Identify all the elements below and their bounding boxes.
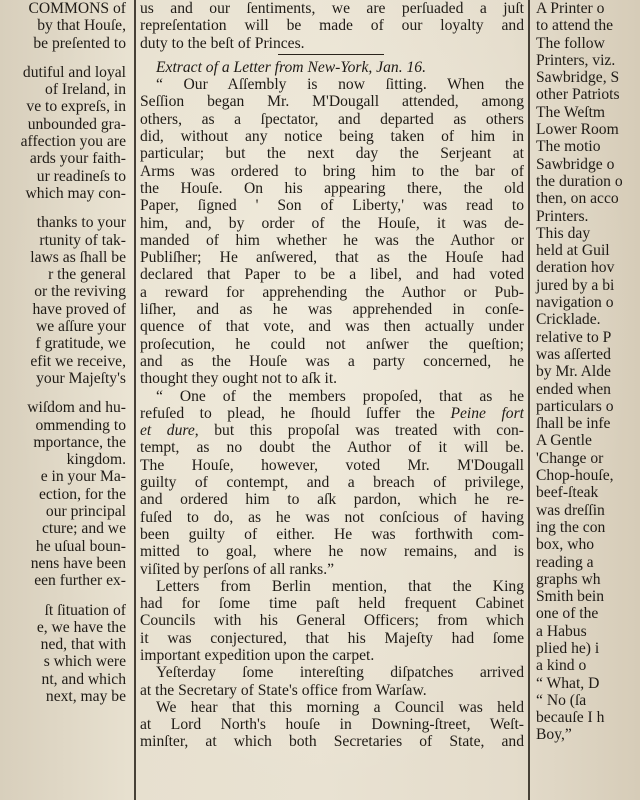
column-rule-right — [528, 0, 530, 800]
left-line: thanks to your — [36, 214, 126, 232]
right-column — [534, 0, 640, 800]
left-line: of Ireland, in — [45, 81, 126, 99]
center-line: minſter, at which both Secretaries of State, and — [140, 733, 524, 751]
center-line: him, and, by order of the Houſe, it was de- — [140, 214, 524, 232]
left-line: ve to expreſs, in — [26, 98, 126, 116]
left-line: wiſdom and hu- — [27, 399, 126, 417]
center-line: guilty of contempt, and a breach of privilege, — [140, 474, 524, 492]
right-line: ſhall be infe — [536, 415, 611, 433]
left-line: affection you are — [20, 133, 126, 151]
right-line: box, who — [536, 536, 595, 554]
right-line: becauſe I h — [536, 709, 605, 727]
center-line: fuſed to do, as he was not conſcious of having — [140, 508, 524, 526]
center-line: and ordered him to aſk pardon, which he re- — [140, 491, 524, 509]
center-line: proſecution, he could not anſwer the queſtion; — [140, 335, 524, 353]
right-line: a kind o — [536, 657, 587, 675]
center-line: liſher, and as he was apprehended in conſe- — [140, 301, 524, 319]
left-line: ur readineſs to — [36, 167, 126, 185]
left-line: efit we receive, — [30, 352, 126, 370]
right-line: Printers, viz. — [536, 51, 616, 69]
left-line — [0, 387, 130, 399]
right-line: “ No (ſa — [536, 691, 587, 709]
center-line: The Houſe, however, voted Mr. M'Dougall — [140, 456, 524, 474]
italic-phrase: et dure — [140, 422, 195, 440]
right-line: held at Guil — [536, 242, 610, 260]
center-line: mitted to goal, where he now remains, and is — [140, 543, 524, 561]
right-line: The motio — [536, 138, 601, 156]
right-line: The Weſtm — [536, 103, 606, 121]
center-line: Arms was ordered to bring him to the bar of — [140, 162, 524, 180]
left-line: ection, for the — [38, 485, 126, 503]
left-line — [0, 590, 130, 602]
left-line: cture; and we — [42, 520, 126, 538]
center-line: We hear that this morning a Council was held — [156, 698, 524, 716]
left-line: nt, and which — [41, 670, 126, 688]
left-line: f gratitude, we — [35, 335, 126, 353]
column-rule-left — [134, 0, 136, 800]
right-line: was dreſſin — [536, 501, 605, 519]
center-line: did, without any notice being taken of him in — [140, 128, 524, 146]
center-line: “ Our Aſſembly is now ſitting. When the — [156, 76, 524, 94]
center-line: the Houſe. On his appearing there, the old — [140, 179, 524, 197]
center-line: duty to the beſt of Princes. — [140, 34, 305, 52]
right-line: Boy,” — [536, 726, 572, 744]
right-line: a Habus — [536, 622, 587, 640]
left-line: een further ex- — [34, 572, 126, 590]
left-line: by that Houſe, — [37, 17, 126, 35]
center-line: thought they ought not to aſk it. — [140, 370, 338, 388]
right-line: Cricklade. — [536, 311, 601, 329]
right-line: to attend the — [536, 17, 614, 35]
right-line: Smith bein — [536, 588, 605, 606]
right-line: by Mr. Alde — [536, 363, 611, 381]
right-line: Lower Room — [536, 121, 619, 139]
left-line: be preſented to — [33, 34, 126, 52]
right-line: ended when — [536, 380, 611, 398]
right-line: navigation o — [536, 294, 614, 312]
center-line: Publiſher; He anſwered, that as the Houſe had — [140, 249, 524, 267]
center-line: Councils with his General Officers; from which — [140, 612, 524, 630]
center-line: Paper, ſigned ' Son of Liberty,' was read to — [140, 197, 524, 215]
right-line: 'Change or — [536, 449, 604, 467]
left-line: or the reviving — [34, 283, 126, 301]
section-separator — [278, 54, 384, 55]
left-line: mportance, the — [33, 433, 126, 451]
right-line: the duration o — [536, 172, 623, 190]
center-text: , but this propoſal was treated with con- — [194, 422, 524, 440]
right-line: Printers. — [536, 207, 589, 225]
center-line: others, as a ſpectator, and departed as others — [140, 110, 524, 128]
right-line: ing the con — [536, 518, 606, 536]
center-line: us and our ſentiments, we are perſuaded a juſt — [140, 0, 524, 17]
center-line: been guilty of either. He was forthwith com- — [140, 525, 524, 543]
center-line: declared that Paper to be a libel, and had voted — [140, 266, 524, 284]
right-line: A Printer o — [536, 0, 605, 17]
right-line: graphs wh — [536, 570, 601, 588]
right-line: then, on acco — [536, 190, 619, 208]
center-line: “ One of the members propoſed, that as he — [156, 387, 524, 405]
right-line: beef-ſteak — [536, 484, 599, 502]
right-line: The follow — [536, 34, 605, 52]
right-line: Sawbridge, S — [536, 69, 620, 87]
center-line — [140, 405, 524, 422]
right-line: plied he) i — [536, 639, 600, 657]
center-line: a reward for apprehending the Author or Pub- — [140, 283, 524, 301]
right-line: jured by a bi — [536, 276, 615, 294]
center-line: important expedition upon the carpet. — [140, 646, 375, 664]
left-line: unbounded gra- — [27, 115, 126, 133]
left-line: e in your Ma- — [40, 468, 126, 486]
center-line: and as the Houſe was a party concerned, he — [140, 352, 524, 370]
center-line: particular; but the next day the Serjeant at — [140, 145, 524, 163]
left-line: ommending to — [35, 416, 126, 434]
extract-heading: Extract of a Letter from New-York, Jan. 16. — [156, 58, 426, 76]
center-line: quence of that vote, and was then actually under — [140, 318, 524, 336]
right-line: “ What, D — [536, 674, 600, 692]
center-line: manded of him whether he was the Author or — [140, 231, 524, 249]
left-line: he uſual boun- — [35, 537, 126, 555]
center-line: viſited by perſons of all ranks.” — [140, 560, 335, 578]
right-line: This day — [536, 224, 591, 242]
left-line: s which were — [43, 653, 126, 671]
center-line: at Lord North's houſe in Downing-ſtreet, Weſt- — [140, 716, 524, 734]
left-line: your Majeſty's — [36, 369, 126, 387]
left-line: kingdom. — [66, 451, 126, 469]
center-line: repreſentation will be made of our loyalty and — [140, 17, 524, 35]
right-line: was aſſerted — [536, 345, 611, 363]
right-line: A Gentle — [536, 432, 592, 450]
center-line: Yeſterday ſome intereſting diſpatches arrived — [156, 664, 524, 682]
left-line: ards your faith- — [29, 150, 126, 168]
left-line: our principal — [45, 503, 126, 521]
center-line: Letters from Berlin mention, that the King — [156, 577, 524, 595]
right-line: relative to P — [536, 328, 612, 346]
right-line: one of the — [536, 605, 599, 623]
left-line — [0, 202, 130, 214]
right-line: Sawbridge o — [536, 155, 615, 173]
left-line: e, we have the — [36, 618, 126, 636]
center-column — [140, 0, 524, 800]
left-line: ned, that with — [40, 636, 126, 654]
center-line: tempt, as no doubt the Author of it will be. — [140, 439, 524, 457]
left-line: which may con- — [25, 184, 126, 202]
left-line: COMMONS of — [28, 0, 126, 17]
right-line: reading a — [536, 553, 594, 571]
left-line: r the general — [48, 266, 126, 284]
center-line: at the Secretary of State's office from Warſaw. — [140, 681, 427, 699]
left-line: we aſſure your — [35, 318, 126, 336]
left-line: have proved of — [32, 300, 126, 318]
left-line — [0, 52, 130, 64]
left-column — [0, 0, 130, 800]
right-line: Chop-houſe, — [536, 467, 614, 485]
center-line: it was conjectured, that his Majeſty had ſome — [140, 629, 524, 647]
left-line: laws as ſhall be — [30, 248, 126, 266]
left-line: ſt ſituation of — [44, 601, 126, 619]
right-line: other Patriots — [536, 86, 620, 104]
left-line: nens have been — [30, 554, 126, 572]
right-line: particulars o — [536, 397, 614, 415]
italic-phrase: Peine fort — [450, 404, 524, 422]
center-text: refuſed to plead, he ſhould ſuffer the — [140, 404, 451, 422]
right-line: deration hov — [536, 259, 615, 277]
left-line: rtunity of tak- — [39, 231, 126, 249]
left-line: next, may be — [45, 687, 126, 705]
center-line: had for ſome time paſt held frequent Cabinet — [140, 595, 524, 613]
center-line — [140, 422, 524, 439]
left-line: dutiful and loyal — [22, 63, 126, 81]
center-line: Seſſion began Mr. M'Dougall attended, among — [140, 93, 524, 111]
